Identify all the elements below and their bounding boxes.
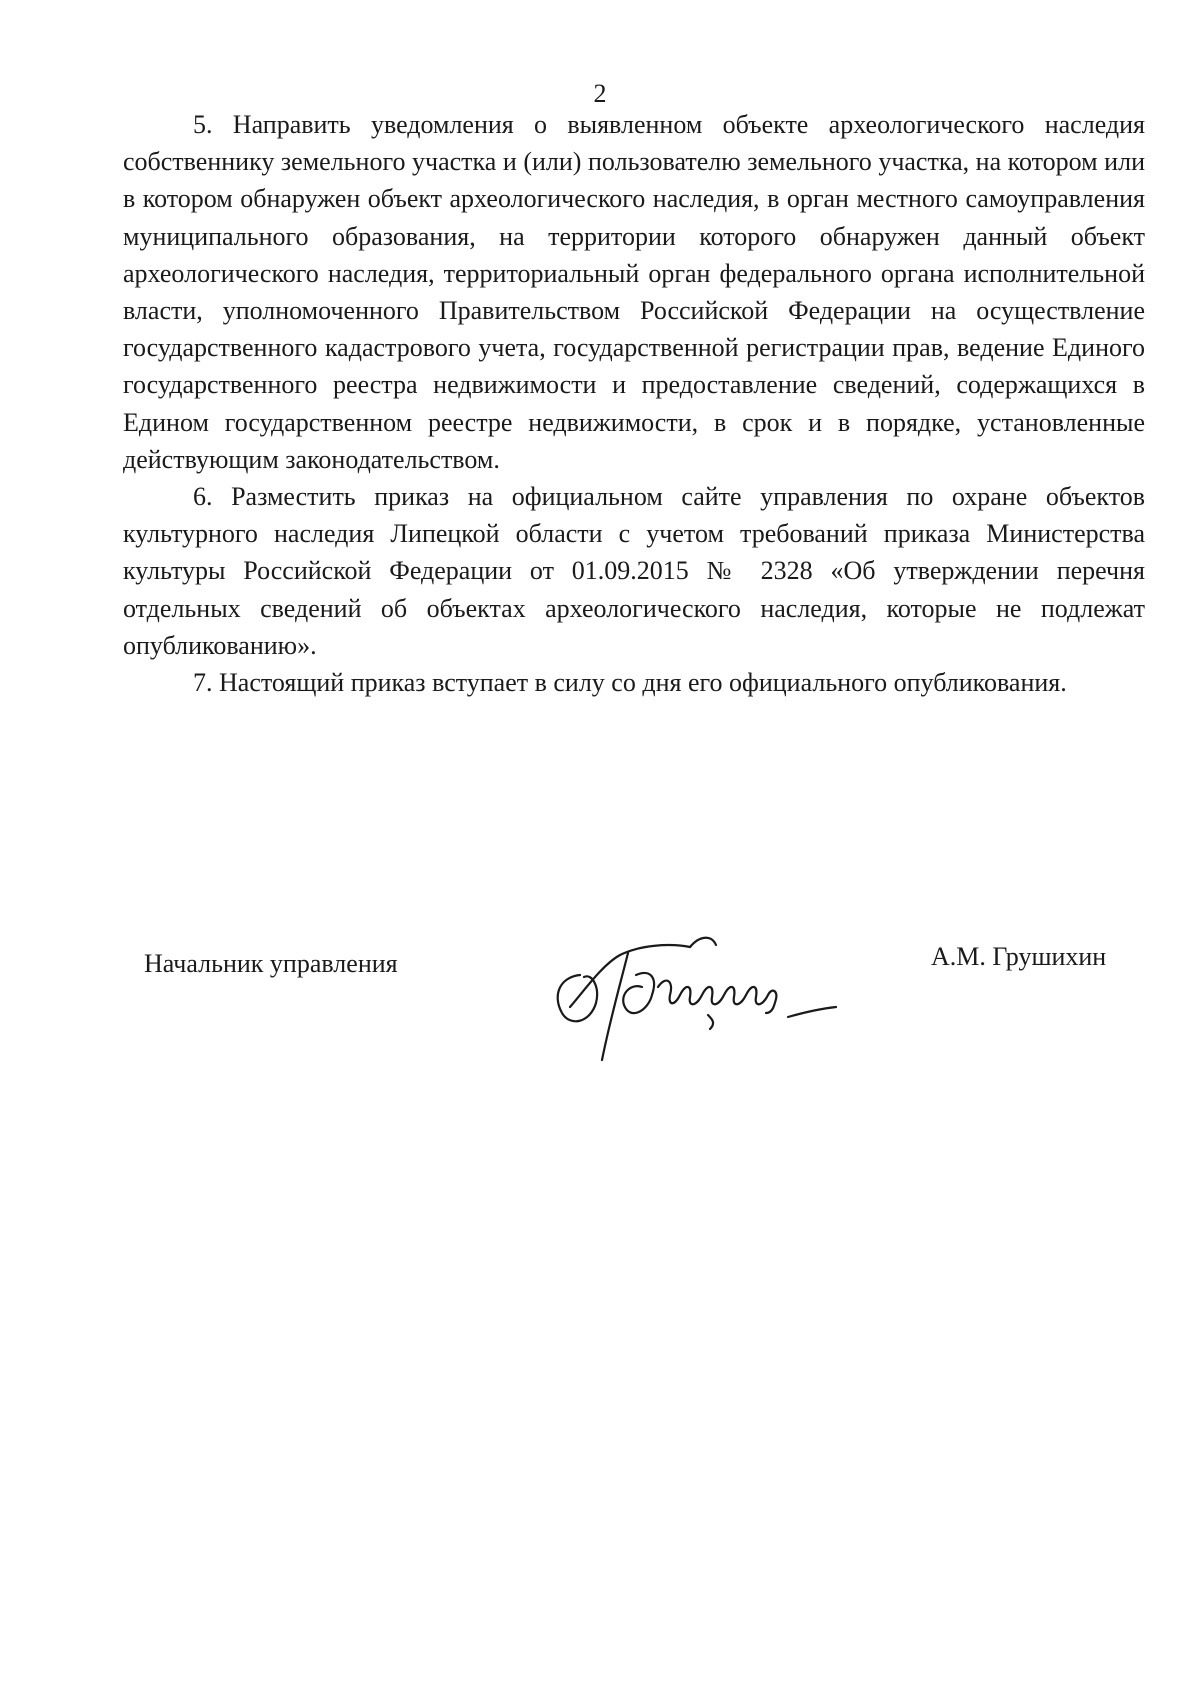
- document-body: [123, 106, 1145, 701]
- paragraph-5: 5. Направить уведомления о выявленном объекте археологического наследия собственнику земельного участка и (или) пользователю земельного участка, на котором или в котором обнаружен объект археологического наследия, в орган местного самоуправления муниципального образования, на территории которого обнаружен данный объект археологического наследия, территориальный орган федерального органа исполнительной власти, уполномоченного Правительством Российской Федерации на осуществление государственного кадастрового учета, государственной регистрации прав, ведение Единого государственного реестра недвижимости и предоставление сведений, содержащихся в Едином государственном реестре недвижимости, в срок и в порядке, установленные действующим законодательством.: [123, 110, 1145, 474]
- handwritten-signature: [540, 895, 850, 1065]
- paragraph-6: 6. Разместить приказ на официальном сайте управления по охране объектов культурного наследия Липецкой области с учетом требований приказа Министерства культуры Российской Федерации от 01.09.2015 № 2328 «Об утверждении перечня отдельных сведений об объектах археологического наследия, которые не подлежат опубликованию».: [123, 482, 1145, 660]
- signatory-name: А.М. Грушихин: [931, 942, 1107, 971]
- page-number: 2: [593, 79, 607, 108]
- signatory-position: Начальник управления: [144, 949, 398, 978]
- paragraph-7: 7. Настоящий приказ вступает в силу со дня его официального опубликования.: [193, 668, 1067, 698]
